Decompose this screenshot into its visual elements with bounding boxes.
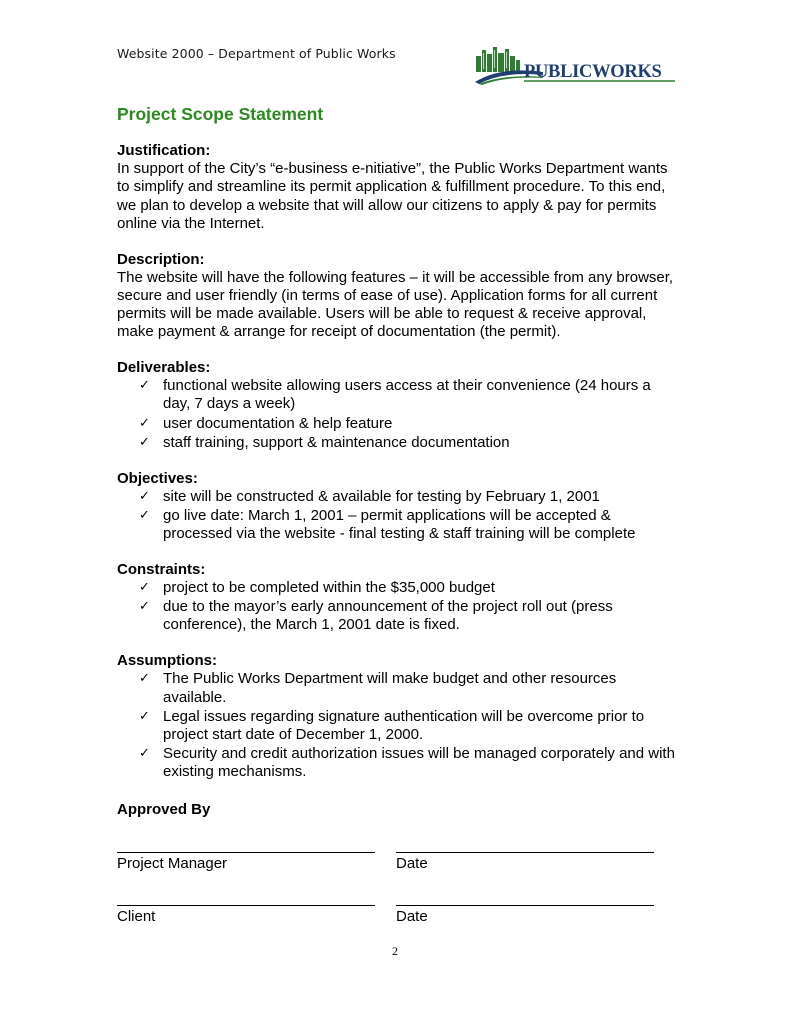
project-manager-date-line	[396, 852, 654, 853]
assumptions-list	[117, 670, 677, 781]
page-title: Project Scope Statement	[117, 104, 324, 124]
check-icon: ✓	[139, 580, 150, 596]
description-text: The website will have the following features – it will be accessible from any browser, secure and user friendly (in terms of ease of use). Application forms for all current permits will be made available. Users will be able to request & receive approval, make payment & arrange for receipt of documentation (the permit).	[117, 268, 674, 341]
justification-section	[117, 142, 677, 233]
list-item: ✓ due to the mayor’s early announcement of the project roll out (press conference), the March 1, 2001 date is fixed.	[139, 598, 613, 634]
check-icon: ✓	[139, 434, 150, 450]
list-item: ✓ staff training, support & maintenance documentation	[139, 433, 510, 451]
list-item: ✓ go live date: March 1, 2001 – permit applications will be accepted & processed via the website - final testing & staff training will be complete	[139, 506, 636, 543]
assumptions-heading: Assumptions:	[117, 652, 218, 670]
list-item: ✓ site will be constructed & available for testing by February 1, 2001	[139, 487, 600, 505]
justification-text: In support of the City’s “e-business e-nitiative”, the Public Works Department wants to simplify and streamline its permit application & fulfillment procedure. To this end, we plan to develop a website that will allow our citizens to apply & pay for permits online via the Internet.	[117, 160, 668, 232]
objectives-heading: Objectives:	[117, 469, 198, 487]
skyline-icon	[476, 47, 520, 72]
check-icon: ✓	[139, 599, 150, 615]
objectives-list	[117, 488, 677, 544]
header-text: Website 2000 – Department of Public Works	[117, 46, 396, 61]
objectives-section	[117, 470, 677, 544]
list-item: ✓ Legal issues regarding signature authentication will be overcome prior to project start date of December 1, 2000.	[139, 707, 645, 743]
public-works-logo	[473, 44, 677, 88]
description-heading: Description:	[117, 250, 205, 268]
page-number: 2	[392, 944, 398, 958]
date-label: Date	[396, 855, 428, 872]
check-icon: ✓	[139, 488, 150, 504]
constraints-list	[117, 579, 677, 635]
check-icon: ✓	[139, 507, 150, 523]
client-date-line	[396, 905, 654, 906]
check-icon: ✓	[139, 708, 150, 724]
check-icon: ✓	[139, 671, 150, 687]
client-label: Client	[117, 908, 156, 925]
check-icon: ✓	[139, 415, 150, 431]
deliverables-list	[117, 377, 677, 452]
list-item: ✓ user documentation & help feature	[139, 414, 393, 432]
check-icon: ✓	[139, 378, 150, 394]
list-item: ✓ Security and credit authorization issues will be managed corporately and with existing mechanisms.	[139, 745, 675, 781]
deliverables-heading: Deliverables:	[117, 359, 211, 377]
project-manager-signature-line	[117, 852, 375, 853]
constraints-section	[117, 561, 677, 635]
logo-text: PUBLICWORKS	[524, 62, 662, 82]
document-body	[117, 142, 677, 799]
deliverables-section	[117, 359, 677, 452]
description-section	[117, 251, 677, 342]
list-item: ✓ functional website allowing users access at their convenience (24 hours a day, 7 days a week)	[139, 377, 651, 413]
date-label: Date	[396, 908, 428, 925]
check-icon: ✓	[139, 746, 150, 762]
constraints-heading: Constraints:	[117, 560, 206, 578]
approved-by-heading: Approved By	[117, 801, 211, 818]
assumptions-section	[117, 652, 677, 781]
list-item: ✓ The Public Works Department will make budget and other resources available.	[139, 670, 617, 706]
client-signature-line	[117, 905, 375, 906]
justification-heading: Justification:	[117, 142, 211, 159]
list-item: ✓ project to be completed within the $35,000 budget	[139, 579, 495, 597]
project-manager-label: Project Manager	[117, 855, 228, 872]
